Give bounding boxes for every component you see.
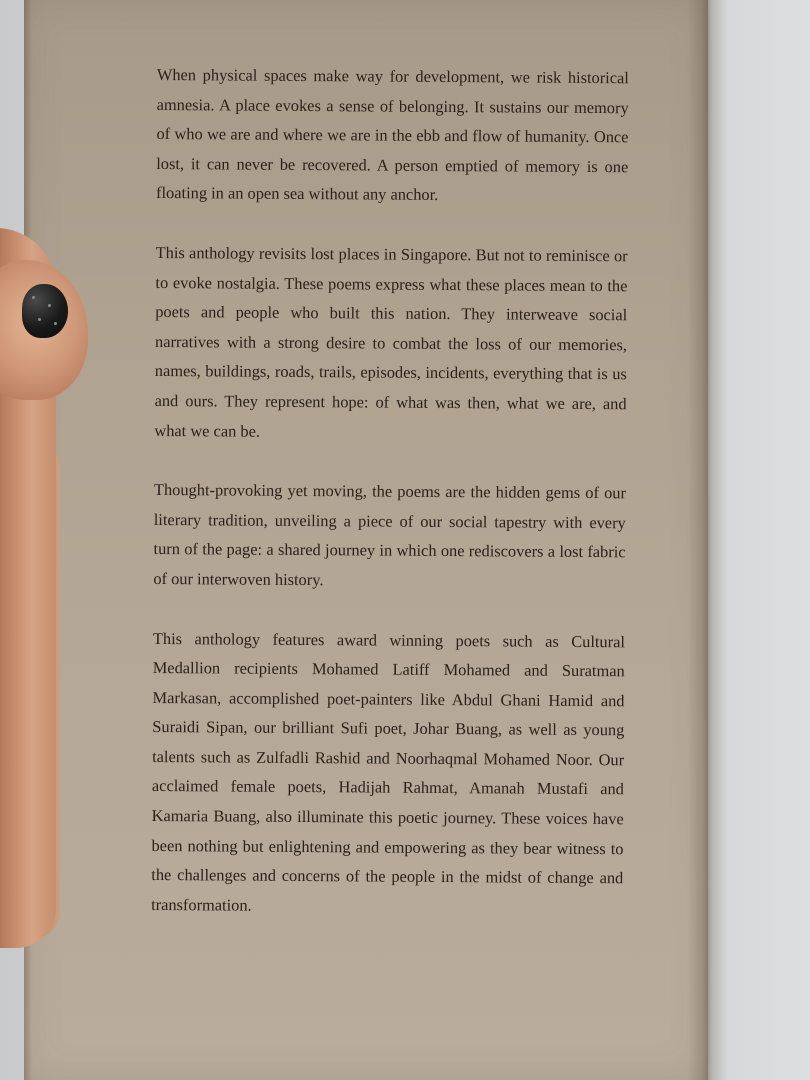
blurb-paragraph-2: This anthology revisits lost places in Singapore. But not to reminisce or to evoke nostalgia. These poems express what these places mean to the poets and people who built this nation. They interweave social narratives with a strong desire to combat the loss of our memories, names, buildings, roads, trails, episodes, incidents, everything that is us and ours. They represent hope: of what was then, what we are, and what we can be. — [154, 242, 628, 441]
blurb-paragraph-3: Thought-provoking yet moving, the poems are the hidden gems of our literary tradition, unveiling a piece of our social tapestry with every turn of the page: a shared journey in which one rediscovers a lost fabric of our interwoven history. — [153, 480, 627, 590]
blurb-text — [151, 60, 629, 953]
nail-glitter — [38, 318, 41, 321]
nail-glitter — [32, 296, 35, 299]
blurb-paragraph-1: When physical spaces make way for development, we risk historical amnesia. A place evokes a sense of belonging. It sustains our memory of who we are and where we are in the ebb and flow of humanity. Once lost, it can never be recovered. A person emptied of memory is one floating in an open sea without any anchor. — [156, 64, 629, 205]
cover-right-edge — [688, 0, 708, 1080]
blurb-paragraph-4: This anthology features award winning poets such as Cultural Medallion recipients Mohamed Latiff Mohamed and Suratman Markasan, accomplished poet-painters like Abdul Ghani Hamid and Suraidi Sipan, our brilliant Sufi poet, Johar Buang, as well as young talents such as Zulfadli Rashid and Noorhaqmal Mohamed Noor. Our acclaimed female poets, Hadijah Rahmat, Amanah Mustafi and Kamaria Buang, also illuminate this poetic journey. These voices have been nothing but enlightening and empowering as they bear witness to the challenges and concerns of the people in the midst of change and transformation. — [151, 628, 626, 915]
painted-nail — [22, 284, 68, 338]
nail-glitter — [48, 304, 51, 307]
nail-glitter — [54, 322, 57, 325]
book-back-cover — [24, 0, 708, 1080]
background-shadow — [706, 0, 810, 1080]
